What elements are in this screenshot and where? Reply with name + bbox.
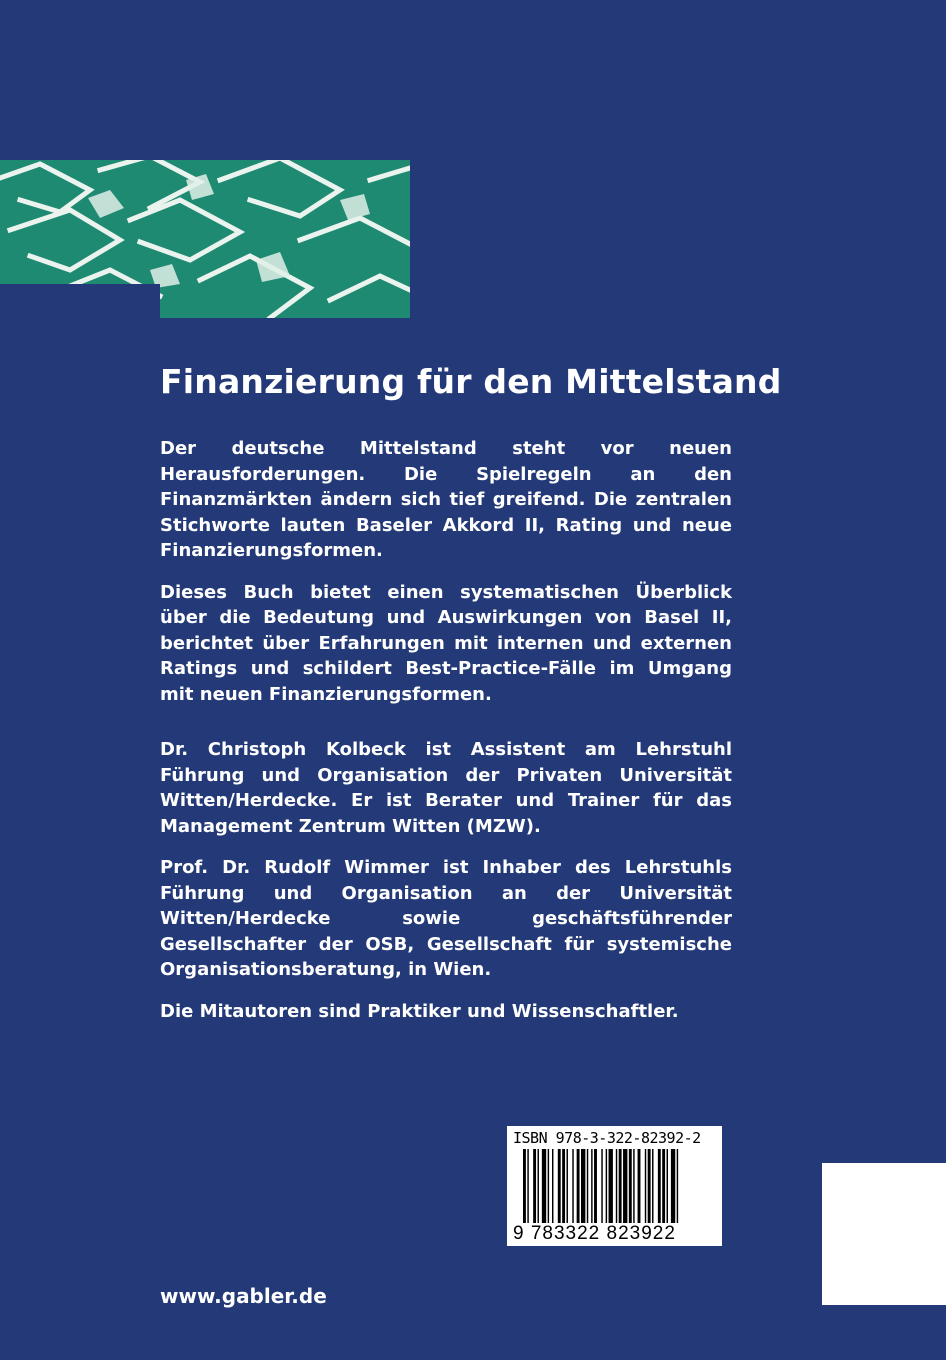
isbn-barcode bbox=[507, 1126, 722, 1246]
barcode-bar bbox=[594, 1149, 597, 1223]
book-title: Finanzierung für den Mittelstand bbox=[160, 362, 782, 401]
barcode-bar bbox=[591, 1149, 592, 1223]
barcode-bar bbox=[577, 1149, 580, 1223]
barcode-bar bbox=[667, 1149, 668, 1223]
paragraph-author-kolbeck: Dr. Christoph Kolbeck ist Assistent am Lehrstuhl Führung und Organisation der Privaten Universität Witten/Herdecke. Er ist Berater und Trainer für das Management Zentrum Witten (MZW). bbox=[160, 739, 732, 837]
barcode-bar bbox=[572, 1149, 573, 1223]
barcode-bar bbox=[538, 1149, 539, 1223]
barcode-bar bbox=[542, 1149, 546, 1223]
barcode-bar bbox=[527, 1149, 528, 1223]
blurb-text bbox=[160, 436, 732, 1040]
barcode-bar bbox=[548, 1149, 549, 1223]
barcode-bar bbox=[619, 1149, 622, 1223]
paragraph-book-overview: Dieses Buch bietet einen systematischen Überblick über die Bedeutung und Auswirkungen von Basel II, berichtet über Erfahrungen mit internen und externen Ratings und schildert Best-Practice-Fälle im Umgang mit neuen Finanzierungsformen. bbox=[160, 581, 732, 705]
barcode-bar bbox=[606, 1149, 607, 1223]
cover-maze-graphic bbox=[0, 160, 410, 318]
paragraph-author-wimmer: Prof. Dr. Rudolf Wimmer ist Inhaber des Lehrstuhls Führung und Organisation an der Universität Witten/Herdecke sowie geschäftsführender Gesellschafter der OSB, Gesellschaft für systemische Organisationsberatung, in Wien. bbox=[160, 857, 732, 980]
barcode-bar bbox=[533, 1149, 536, 1223]
barcode-bar bbox=[633, 1149, 634, 1223]
barcode-bar bbox=[562, 1149, 565, 1223]
barcode-bar bbox=[523, 1149, 526, 1223]
barcode-bar bbox=[587, 1149, 588, 1223]
barcode-bar bbox=[552, 1149, 553, 1223]
barcode-bar bbox=[658, 1149, 661, 1223]
barcode-bar bbox=[581, 1149, 585, 1223]
barcode-bar bbox=[662, 1149, 665, 1223]
barcode-bar bbox=[567, 1149, 568, 1223]
barcode-bar bbox=[671, 1149, 675, 1223]
barcode-bar bbox=[677, 1149, 678, 1223]
paragraph-coauthors: Die Mitautoren sind Praktiker und Wissenschaftler. bbox=[160, 1000, 679, 1022]
barcode-bar bbox=[623, 1149, 627, 1223]
barcode-bar bbox=[616, 1149, 617, 1223]
barcode-bar bbox=[558, 1149, 561, 1223]
isbn-label: ISBN 978-3-322-82392-2 bbox=[513, 1129, 701, 1147]
barcode-bar bbox=[638, 1149, 641, 1223]
paragraph-intro: Der deutsche Mittelstand steht vor neuen Herausforderungen. Die Spielregeln an den Finanzmärkten ändern sich tief greifend. Die zentralen Stichworte lauten Baseler Akkord II, Rating und neue Finanzierungsformen. bbox=[160, 438, 732, 561]
barcode-bars bbox=[513, 1149, 716, 1223]
price-label-area bbox=[822, 1163, 946, 1305]
barcode-bar bbox=[601, 1149, 602, 1223]
barcode-bar bbox=[645, 1149, 646, 1223]
barcode-bar bbox=[648, 1149, 651, 1223]
ean-number: 9 783322 823922 bbox=[513, 1223, 676, 1244]
barcode-bar bbox=[629, 1149, 632, 1223]
publisher-url[interactable]: www.gabler.de bbox=[160, 1284, 327, 1308]
barcode-bar bbox=[652, 1149, 653, 1223]
barcode-bar bbox=[609, 1149, 613, 1223]
